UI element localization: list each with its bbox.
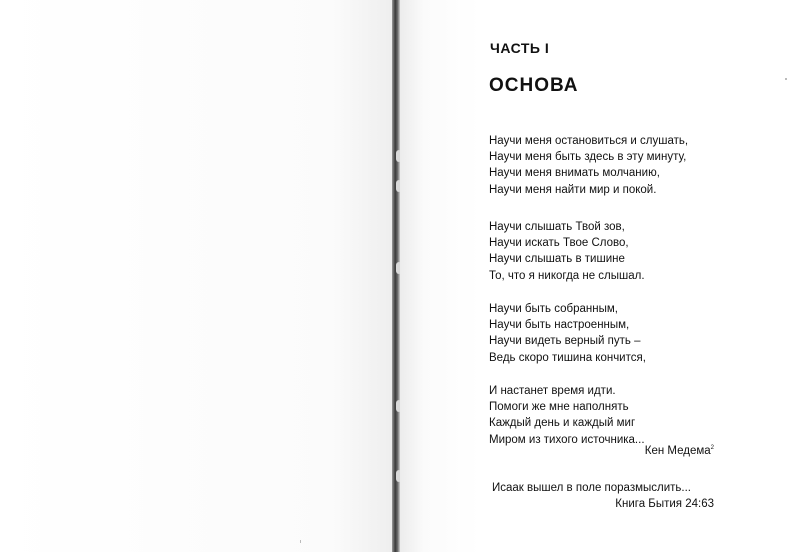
poem-author [645, 445, 714, 457]
poem-line: Научи быть настроенным, [489, 319, 630, 332]
epigraph-text: Исаак вышел в поле поразмыслить... [492, 482, 691, 494]
poem-line: Ведь скоро тишина кончится, [489, 351, 646, 364]
poem-line: Научи слышать в тишине [489, 253, 625, 266]
poem-line: Научи меня найти мир и покой. [489, 183, 657, 196]
poem-stanza-3 [489, 301, 646, 366]
poem-line: Научи быть собранным, [489, 303, 618, 315]
part-label: ЧАСТЬ I [490, 40, 550, 56]
poem-line: Каждый день и каждый миг [489, 417, 636, 430]
poem-line: Помоги же мне наполнять [489, 401, 629, 414]
poem-line: Научи меня остановиться и слушать, [489, 135, 689, 147]
poem-line: И настанет время идти. [489, 385, 616, 397]
poem-line: Научи меня быть здесь в эту минуту, [489, 151, 687, 164]
poem-author-name: Кен Медема [644, 445, 711, 457]
poem-stanza-4 [489, 383, 645, 448]
poem-line: Научи меня внимать молчанию, [489, 167, 660, 180]
poem-line: Научи слышать Твой зов, [489, 221, 625, 233]
poem-line: То, что я никогда не слышал. [489, 269, 645, 282]
poem-stanza-1 [489, 133, 688, 198]
left-page [0, 0, 392, 552]
poem-line: Научи видеть верный путь – [489, 335, 641, 348]
poem-line: Научи искать Твое Слово, [489, 237, 629, 250]
paper-speck [300, 540, 301, 543]
poem-stanza-2 [489, 219, 645, 284]
epigraph-source: Книга Бытия 24:63 [615, 498, 714, 510]
footnote-mark: 2 [710, 445, 714, 452]
poem-line: Миром из тихого источника... [489, 433, 645, 446]
paper-speck [785, 78, 787, 80]
chapter-title: ОСНОВА [489, 75, 579, 96]
